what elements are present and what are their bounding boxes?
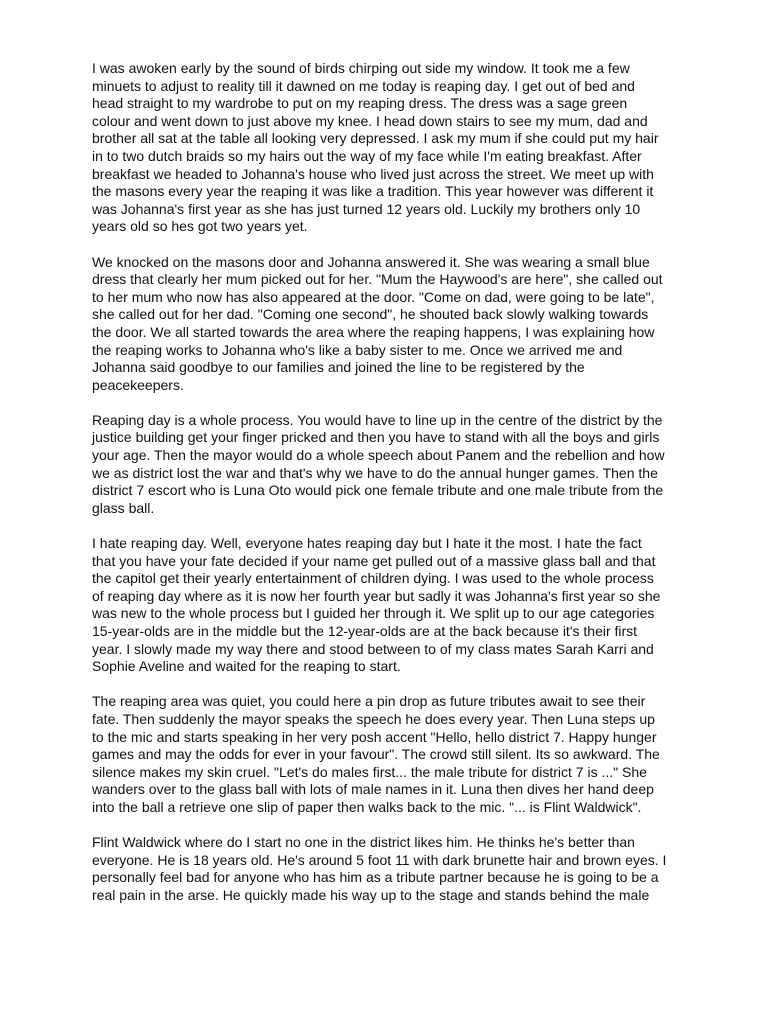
text-line: justice building get your finger pricked and then you have to stand with all the boys and girls — [92, 429, 660, 446]
text-line: we as district lost the war and that's why we have to do the annual hunger games. Then the — [92, 464, 658, 481]
text-line: fate. Then suddenly the mayor speaks the speech he does every year. Then Luna steps up — [92, 710, 655, 727]
text-line: to her mum who now has also appeared at the door. "Come on dad, were going to be late", — [92, 288, 655, 305]
paragraph-2 — [92, 254, 682, 395]
text-line: district 7 escort who is Luna Oto would pick one female tribute and one male tribute from the — [92, 482, 664, 499]
text-line: 15-year-olds are in the middle but the 12-year-olds are at the back because it's their first — [92, 623, 638, 639]
text-line: to the mic and starts speaking in her very posh accent "Hello, hello district 7. Happy hunger — [92, 728, 657, 745]
text-line: The reaping area was quiet, you could here a pin drop as future tributes await to see their — [92, 693, 646, 710]
text-line: minuets to adjust to reality till it dawned on me today is reaping day. I get out of bed and — [92, 77, 635, 94]
text-line: breakfast we headed to Johanna's house who lived just across the street. We meet up with — [92, 165, 654, 182]
text-line: head straight to my wardrobe to put on my reaping dress. The dress was a sage green — [92, 95, 628, 112]
text-line: the capitol get their yearly entertainment of children dying. I was used to the whole process — [92, 570, 654, 587]
text-line: Johanna said goodbye to our families and joined the line to be registered by the — [92, 359, 585, 376]
text-line: brother all sat at the table all looking very depressed. I ask my mum if she could put my hair — [92, 130, 659, 147]
text-line: games and may the odds for ever in your favour". The crowd still silent. Its so awkward. The — [92, 746, 660, 763]
text-line: Flint Waldwick where do I start no one in the district likes him. He thinks he's better than — [92, 834, 635, 851]
paragraph-1 — [92, 60, 682, 236]
text-line: peacekeepers. — [92, 376, 184, 393]
text-line: year. I slowly made my way there and stood between to of my class mates Sarah Karri and — [92, 640, 654, 657]
text-line: Sophie Aveline and waited for the reaping to start. — [92, 658, 401, 675]
text-line: the masons every year the reaping it was like a tradition. This year however was different it — [92, 183, 654, 200]
text-line: years old so hes got two years yet. — [92, 218, 308, 235]
text-line: the door. We all started towards the area where the reaping happens, I was explaining how — [92, 323, 655, 340]
text-line: of reaping day where as it is now her fourth year but sadly it was Johanna's first year so she — [92, 587, 661, 604]
text-line: was Johanna's first year as she has just turned 12 years old. Luckily my brothers only 10 — [92, 200, 641, 217]
text-line: that you have your fate decided if your name get pulled out of a massive glass ball and that — [92, 552, 656, 569]
text-line: was new to the whole process but I guided her through it. We split up to our age categories — [92, 605, 655, 622]
text-line: wanders over to the glass ball with lots of male names in it. Luna then dives her hand deep — [92, 781, 654, 798]
text-line: personally feel bad for anyone who has him as a tribute partner because he is going to be a — [92, 869, 659, 886]
text-line: I hate reaping day. Well, everyone hates reaping day but I hate it the most. I hate the fact — [92, 535, 642, 552]
text-line: the reaping works to Johanna who's like a baby sister to me. Once we arrived me and — [92, 341, 623, 358]
paragraph-6 — [92, 834, 682, 904]
text-line: into the ball a retrieve one slip of paper then walks back to the mic. "... is Flint Waldwick". — [92, 798, 642, 815]
text-line: in to two dutch braids so my hairs out the way of my face while I'm eating breakfast. After — [92, 147, 642, 164]
text-line: real pain in the arse. He quickly made his way up to the stage and stands behind the male — [92, 886, 650, 903]
text-line: dress that clearly her mum picked out for her. "Mum the Haywood's are here", she called out — [92, 271, 663, 288]
paragraph-5 — [92, 693, 682, 816]
text-line: everyone. He is 18 years old. He's around 5 foot 11 with dark brunette hair and brown eyes. I — [92, 851, 667, 868]
text-line: silence makes my skin cruel. "Let's do males first... the male tribute for district 7 is ..." She — [92, 763, 647, 780]
paragraph-4 — [92, 535, 682, 676]
text-line: I was awoken early by the sound of birds chirping out side my window. It took me a few — [92, 60, 630, 76]
text-line: colour and went down to just above my knee. I head down stairs to see my mum, dad and — [92, 112, 648, 129]
text-line: your age. Then the mayor would do a whole speech about Panem and the rebellion and how — [92, 447, 665, 464]
text-line: glass ball. — [92, 499, 155, 516]
text-line: Reaping day is a whole process. You would have to line up in the centre of the district by the — [92, 411, 663, 428]
text-line: We knocked on the masons door and Johanna answered it. She was wearing a small blue — [92, 253, 650, 270]
paragraph-3 — [92, 412, 682, 518]
text-line: she called out for her dad. "Coming one second", he shouted back slowly walking towards — [92, 306, 649, 323]
story-text — [92, 60, 682, 922]
